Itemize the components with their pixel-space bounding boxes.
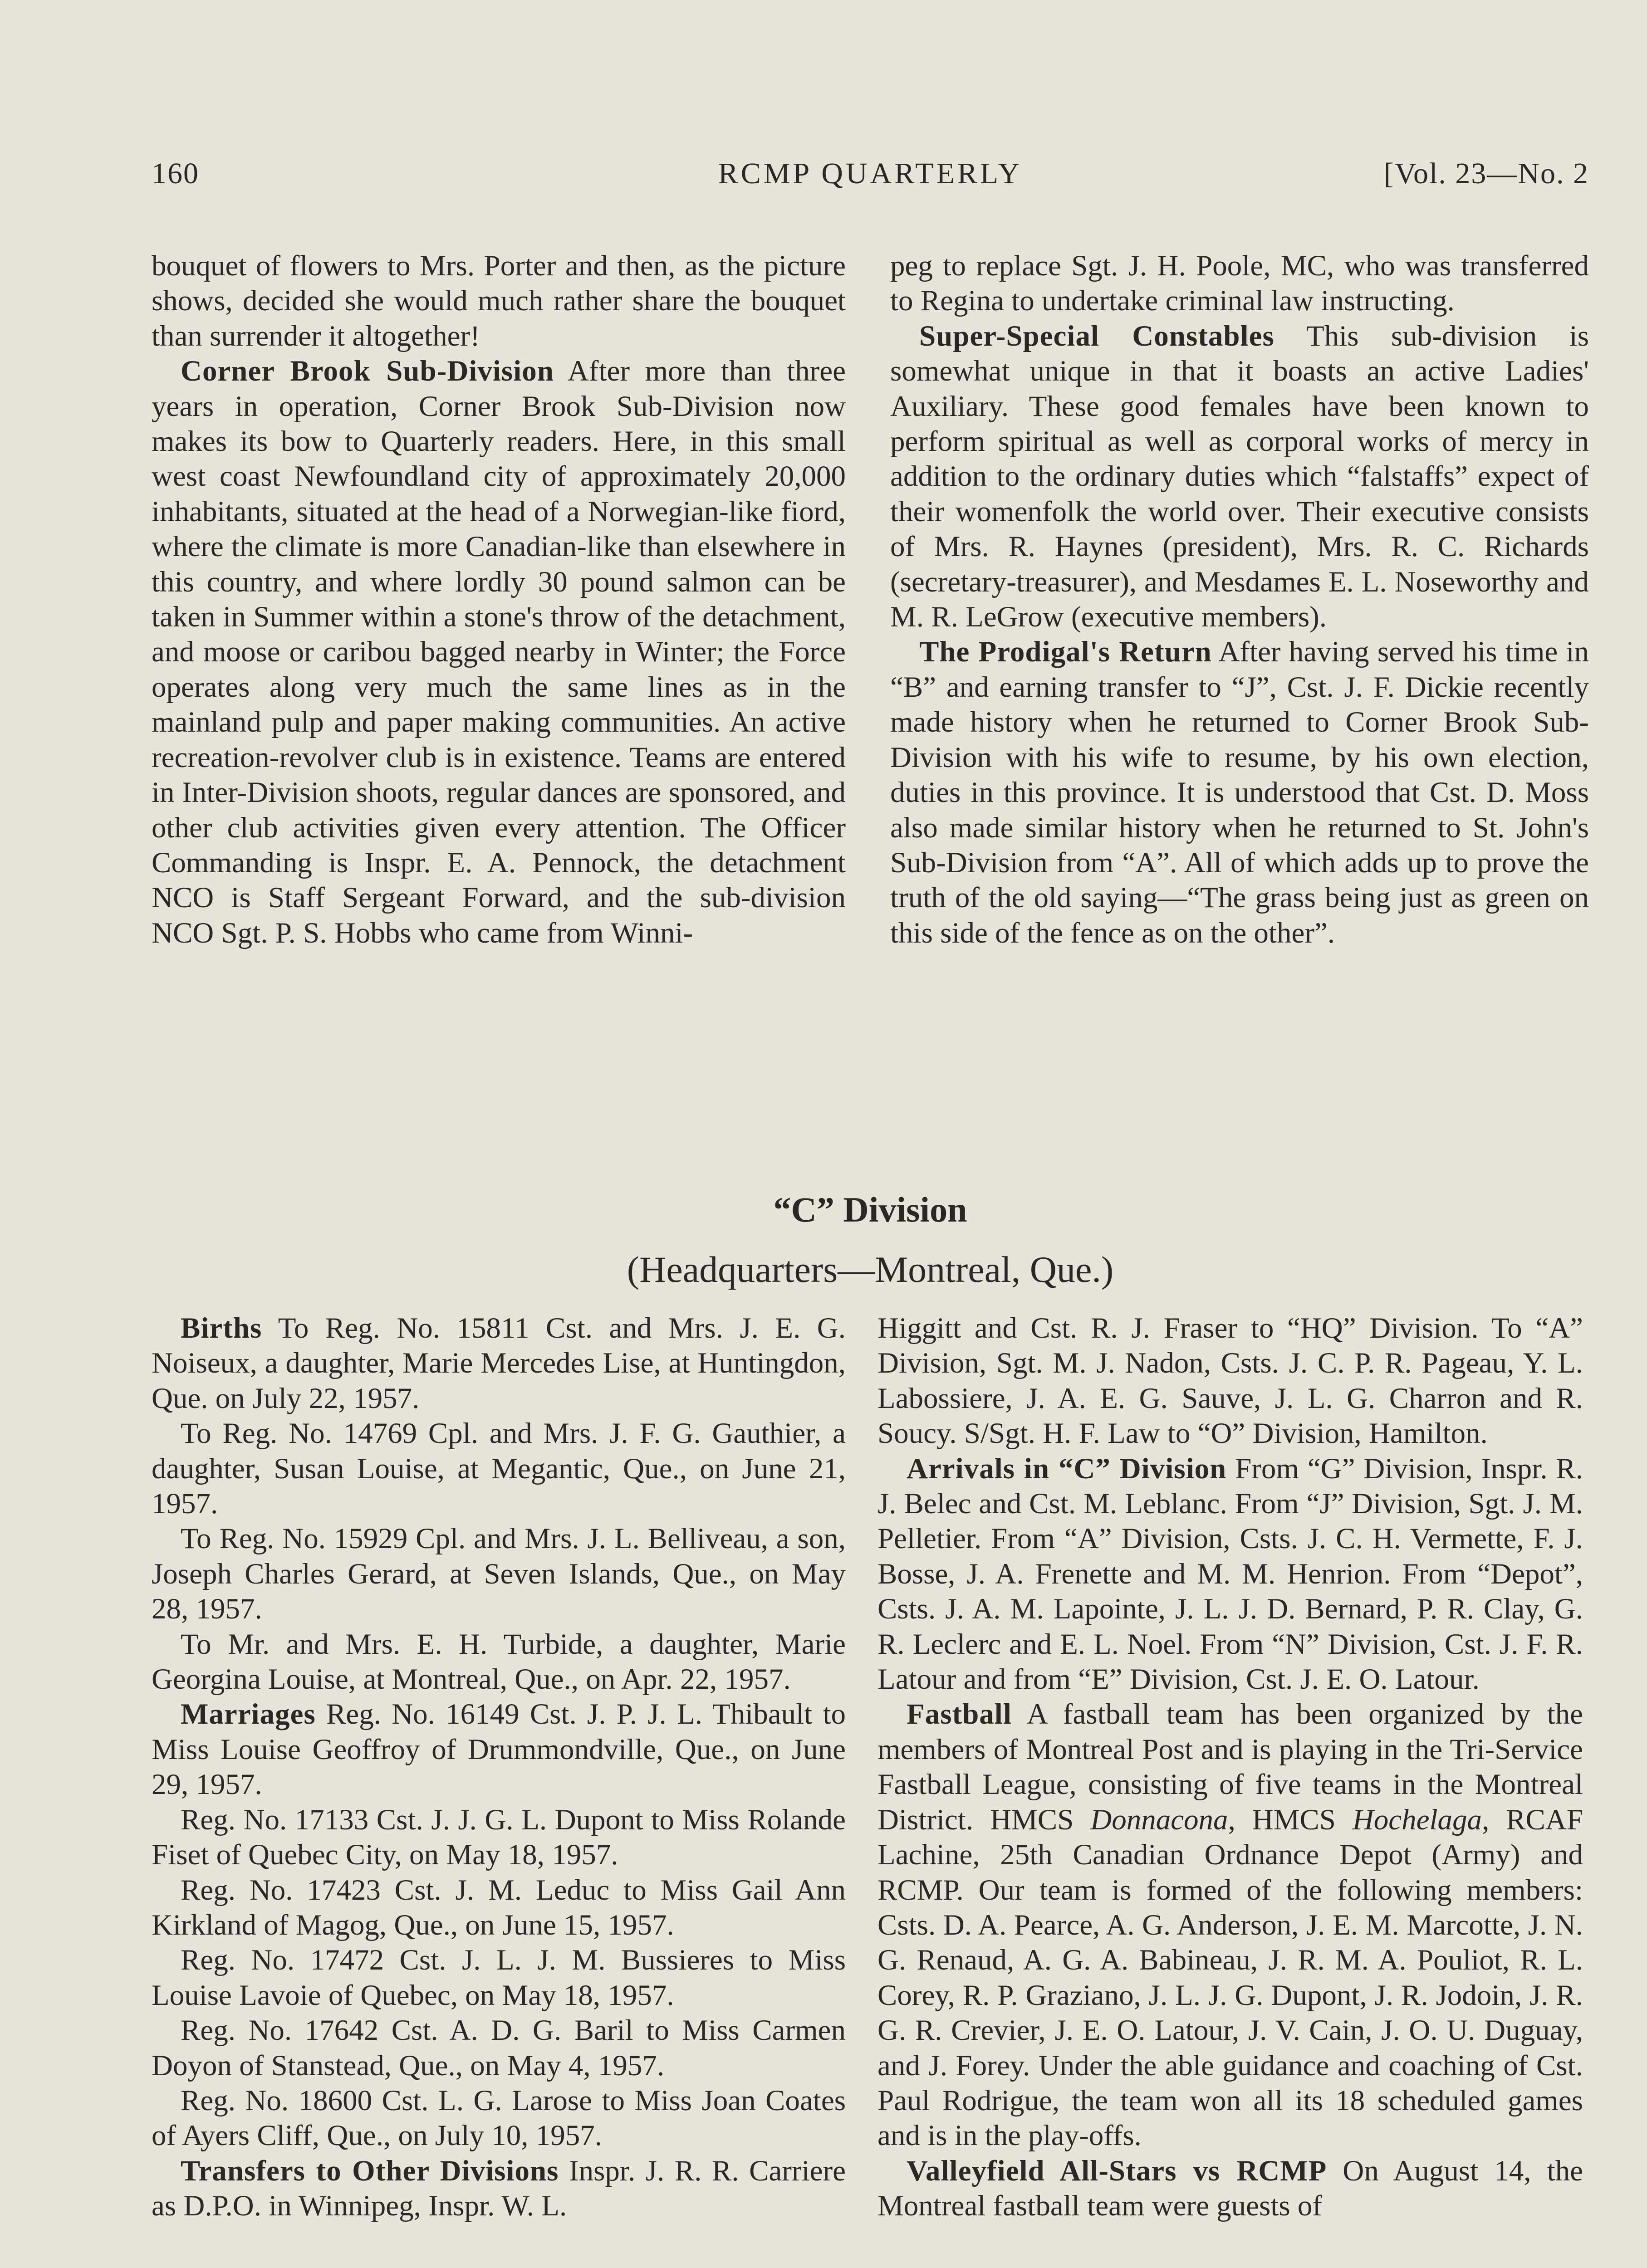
paragraph: To Reg. No. 15929 Cpl. and Mrs. J. L. Belliveau, a son, Joseph Charles Gerard, at Seven Islands, Que., on May 28, 1957.	[152, 1522, 846, 1626]
journal-title: RCMP QUARTERLY	[718, 157, 1023, 190]
ship-name: Hochelaga	[1352, 1803, 1482, 1836]
top-left-column	[152, 249, 846, 951]
paragraph	[877, 2154, 1583, 2224]
paragraph: To Mr. and Mrs. E. H. Turbide, a daughter, Marie Georgina Louise, at Montreal, Que., on Apr. 22, 1957.	[152, 1628, 846, 1696]
paragraph: Reg. No. 17472 Cst. J. L. J. M. Bussieres to Miss Louise Lavoie of Quebec, on May 18, 1957.	[152, 1944, 846, 2012]
paragraph-text: Reg. No. 16149 Cst. J. P. J. L. Thibault to Miss Louise Geoffroy of Drummondville, Que., on June 29, 1957.	[152, 1698, 846, 1801]
section-heading: Corner Brook Sub-Division	[181, 355, 554, 388]
paragraph	[152, 354, 846, 951]
top-right-column	[890, 249, 1589, 951]
running-head	[152, 156, 1589, 197]
division-title: “C” Division	[773, 1190, 967, 1229]
ship-name: Donnacona	[1090, 1803, 1228, 1836]
paragraph	[877, 1697, 1583, 2153]
paragraph-text: On August 14, the Montreal fastball team were guests of	[877, 2154, 1583, 2223]
bottom-left-column	[152, 1311, 846, 2224]
paragraph-text: After more than three years in operation, Corner Brook Sub-Division now makes its bow to Quarterly readers. Here, in this small west coast Newfoundland city of approximately 20,000 inhabitants, situated at the head of a Norwegian-like fiord, where the climate is more Canadian-like than elsewhere in this country, and where lordly 30 pound salmon can be taken in Summer within a stone's throw of the detachment, and moose or caribou bagged nearby in Winter; the Force operates along very much the same lines as in the mainland pulp and paper making communities. An active recreation-revolver club is in existence. Teams are entered in Inter-Division shoots, regular dances are sponsored, and other club activities given every attention. The Officer Commanding is Inspr. E. A. Pennock, the detachment NCO is Staff Sergeant Forward, and the sub-division NCO Sgt. P. S. Hobbs who came from Winni-	[152, 355, 846, 949]
paragraph-text: After having served his time in “B” and earning transfer to “J”, Cst. J. F. Dickie recently made history when he returned to Corner Brook Sub-Division with his wife to resume, by his own election, duties in this province. It is understood that Cst. D. Moss also made similar history when he returned to St. John's Sub-Division from “A”. All of which adds up to prove the truth of the old saying—“The grass being just as green on this side of the fence as on the other”.	[890, 635, 1589, 949]
paragraph-text: This sub-division is somewhat unique in that it boasts an active Ladies' Auxiliary. These good females have been known to perform spiritual as well as corporal works of mercy in addition to the ordinary duties which “falstaffs” expect of their womenfolk the world over. Their executive consists of Mrs. R. Haynes (president), Mrs. R. C. Richards (secretary-treasurer), and Mesdames E. L. Noseworthy and M. R. LeGrow (executive members).	[890, 319, 1589, 634]
paragraph-text: , RCAF Lachine, 25th Canadian Ordnance Depot (Army) and RCMP. Our team is formed of the following members: Csts. D. A. Pearce, A. G. Anderson, J. E. M. Marcotte, J. N. G. Renaud, A. G. A. Babineau, J. R. M. A. Pouliot, R. L. Corey, R. P. Graziano, J. L. J. G. Dupont, J. R. Jodoin, J. R. G. R. Crevier, J. E. O. Latour, J. V. Cain, J. O. U. Duguay, and J. Forey. Under the able guidance and coaching of Cst. Paul Rodrigue, the team won all its 18 scheduled games and is in the play-offs.	[877, 1803, 1583, 2152]
paragraph	[877, 1452, 1583, 1697]
paragraph-text: Inspr. J. R. R. Carriere as D.P.O. in Winnipeg, Inspr. W. L.	[152, 2154, 846, 2223]
paragraph-text: A fastball team has been organized by the members of Montreal Post and is playing in the Tri-Service Fastball League, consisting of five teams in the Montreal District. HMCS	[877, 1698, 1583, 1836]
paragraph-text: From “G” Division, Inspr. R. J. Belec and Cst. M. Leblanc. From “J” Division, Sgt. J. M. Pelletier. From “A” Division, Csts. J. C. H. Vermette, F. J. Bosse, J. A. Frenette and M. M. Henrion. From “Depot”, Csts. J. A. M. Lapointe, J. L. J. D. Bernard, P. R. Clay, G. R. Leclerc and E. L. Noel. From “N” Division, Cst. J. F. R. Latour and from “E” Division, Cst. J. E. O. Latour.	[877, 1452, 1583, 1696]
section-heading: The Prodigal's Return	[919, 635, 1212, 669]
paragraph: Reg. No. 17423 Cst. J. M. Leduc to Miss Gail Ann Kirkland of Magog, Que., on June 15, 1957.	[152, 1873, 846, 1941]
section-heading: Transfers to Other Divisions	[181, 2154, 559, 2187]
paragraph	[152, 2154, 846, 2224]
page-number: 160	[152, 157, 199, 190]
paragraph: Reg. No. 17642 Cst. A. D. G. Baril to Miss Carmen Doyon of Stanstead, Que., on May 4, 1957.	[152, 2014, 846, 2082]
paragraph: Reg. No. 18600 Cst. L. G. Larose to Miss Joan Coates of Ayers Cliff, Que., on July 10, 1957.	[152, 2084, 846, 2152]
paragraph: peg to replace Sgt. J. H. Poole, MC, who was transferred to Regina to undertake criminal law instructing.	[890, 249, 1589, 318]
paragraph	[890, 635, 1589, 951]
volume-label: [Vol. 23—No. 2	[1383, 157, 1589, 190]
paragraph: Reg. No. 17133 Cst. J. J. G. L. Dupont to Miss Rolande Fiset of Quebec City, on May 18, 1957.	[152, 1803, 846, 1872]
section-heading: Marriages	[181, 1698, 316, 1731]
paragraph: To Reg. No. 14769 Cpl. and Mrs. J. F. G. Gauthier, a daughter, Susan Louise, at Megantic, Que., on June 21, 1957.	[152, 1417, 846, 1520]
paragraph	[152, 1311, 846, 1416]
section-heading: Arrivals in “C” Division	[907, 1452, 1227, 1485]
bottom-right-column	[877, 1311, 1583, 2224]
paragraph: Higgitt and Cst. R. J. Fraser to “HQ” Division. To “A” Division, Sgt. M. J. Nadon, Csts. J. C. P. R. Pageau, Y. L. Labossiere, J. A. E. G. Sauve, J. L. G. Charron and R. Soucy. S/Sgt. H. F. Law to “O” Division, Hamilton.	[877, 1312, 1583, 1450]
section-heading: Fastball	[907, 1698, 1012, 1731]
paragraph	[152, 1697, 846, 1802]
paragraph	[890, 319, 1589, 635]
division-subtitle: (Headquarters—Montreal, Que.)	[627, 1249, 1114, 1290]
section-heading: Super-Special Constables	[919, 319, 1274, 352]
paragraph-text: , HMCS	[1228, 1803, 1336, 1836]
paragraph-text: To Reg. No. 15811 Cst. and Mrs. J. E. G. Noiseux, a daughter, Marie Mercedes Lise, at Huntingdon, Que. on July 22, 1957.	[152, 1312, 846, 1415]
paragraph: bouquet of flowers to Mrs. Porter and then, as the picture shows, decided she would much rather share the bouquet than surrender it altogether!	[152, 249, 846, 352]
section-heading: Valleyfield All-Stars vs RCMP	[907, 2154, 1327, 2187]
section-heading: Births	[181, 1312, 262, 1344]
